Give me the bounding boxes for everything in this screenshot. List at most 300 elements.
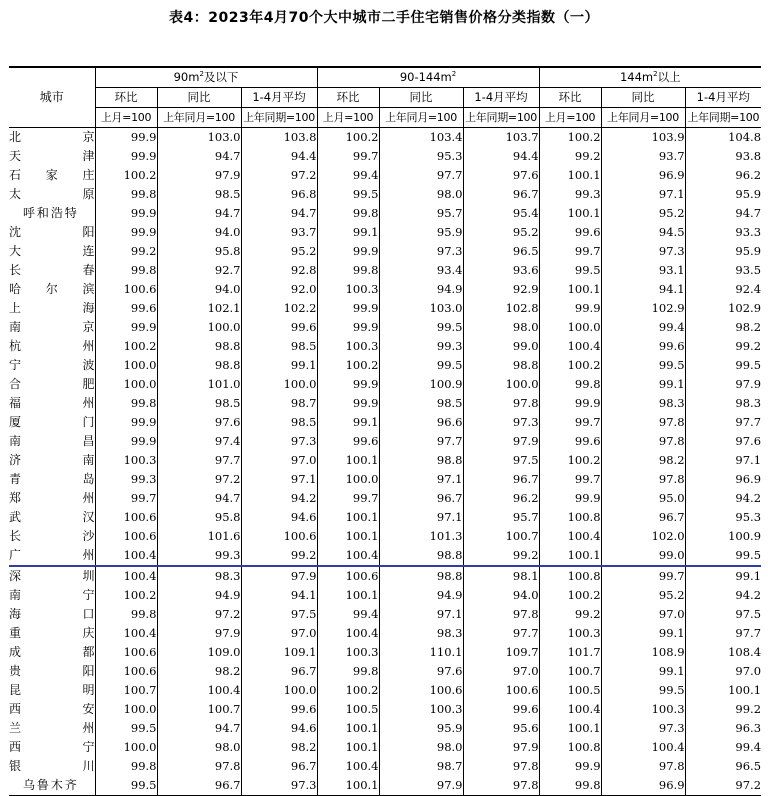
- index-value-small-yoy: 97.9: [157, 166, 241, 185]
- index-value-small-mom: 99.8: [95, 394, 157, 413]
- index-value-medium-mom: 99.7: [317, 489, 379, 508]
- index-value-medium-yoy: 98.8: [379, 566, 463, 586]
- index-value-large-yoy: 102.9: [601, 299, 685, 318]
- index-value-medium-yoy: 94.9: [379, 586, 463, 605]
- index-value-large-yoy: 108.9: [601, 643, 685, 662]
- group-header-medium: $90-144m^2$: [317, 67, 539, 88]
- index-value-large-mom: 99.2: [539, 147, 601, 166]
- index-value-medium-yoy: 93.4: [379, 261, 463, 280]
- index-value-small-avg: 97.2: [241, 166, 317, 185]
- index-value-small-yoy: 97.2: [157, 470, 241, 489]
- index-value-medium-avg: 97.9: [463, 432, 539, 451]
- table-row: [9, 586, 761, 605]
- index-value-small-mom: 99.2: [95, 242, 157, 261]
- index-value-large-mom: 100.2: [539, 451, 601, 470]
- city-name: 深圳: [9, 569, 95, 583]
- table-row: [9, 719, 761, 738]
- index-value-large-mom: 100.2: [539, 586, 601, 605]
- index-value-large-yoy: 99.4: [601, 318, 685, 337]
- index-value-large-mom: 99.8: [539, 375, 601, 394]
- index-value-medium-yoy: 95.7: [379, 204, 463, 223]
- city-name: 乌鲁木齐: [9, 776, 95, 796]
- metric-header-avg: 1-4月平均: [241, 88, 317, 108]
- index-value-small-mom: 100.6: [95, 643, 157, 662]
- index-value-medium-avg: 109.7: [463, 643, 539, 662]
- index-value-small-mom: 99.5: [95, 776, 157, 796]
- index-value-small-mom: 100.0: [95, 700, 157, 719]
- index-value-small-yoy: 94.7: [157, 719, 241, 738]
- index-value-medium-avg: 95.7: [463, 508, 539, 527]
- index-value-medium-yoy: 100.9: [379, 375, 463, 394]
- index-value-small-mom: 100.7: [95, 681, 157, 700]
- city-name: 南京: [9, 320, 95, 334]
- index-value-small-avg: 100.0: [241, 375, 317, 394]
- metric-header-yoy: 同比: [157, 88, 241, 108]
- index-value-large-yoy: 97.8: [601, 757, 685, 776]
- index-value-small-avg: 94.4: [241, 147, 317, 166]
- metric-header-yoy: 同比: [379, 88, 463, 108]
- index-value-small-mom: 99.9: [95, 318, 157, 337]
- city-name: 兰州: [9, 721, 95, 735]
- index-value-large-avg: 97.5: [685, 605, 761, 624]
- index-value-large-avg: 99.4: [685, 738, 761, 757]
- table-row: [9, 280, 761, 299]
- index-value-medium-avg: 100.7: [463, 527, 539, 546]
- index-value-large-mom: 100.8: [539, 508, 601, 527]
- index-value-large-mom: 101.7: [539, 643, 601, 662]
- index-value-medium-mom: 100.6: [317, 566, 379, 586]
- metric-header-mom: 环比: [539, 88, 601, 108]
- city-name: 广州: [9, 546, 95, 566]
- index-value-small-yoy: 98.3: [157, 566, 241, 586]
- index-value-medium-mom: 100.0: [317, 470, 379, 489]
- index-value-large-mom: 99.7: [539, 242, 601, 261]
- index-value-large-yoy: 102.0: [601, 527, 685, 546]
- index-value-large-mom: 100.1: [539, 719, 601, 738]
- index-value-small-yoy: 98.8: [157, 356, 241, 375]
- index-value-small-yoy: 103.0: [157, 128, 241, 148]
- index-value-small-mom: 99.9: [95, 432, 157, 451]
- index-value-small-mom: 100.3: [95, 451, 157, 470]
- base-header-same-period: 上年同期=100: [241, 108, 317, 128]
- index-value-large-mom: 100.1: [539, 166, 601, 185]
- index-value-large-avg: 94.2: [685, 489, 761, 508]
- index-value-large-mom: 100.1: [539, 204, 601, 223]
- index-value-medium-yoy: 103.0: [379, 299, 463, 318]
- table-row: [9, 242, 761, 261]
- table-row: [9, 681, 761, 700]
- index-value-medium-avg: 94.0: [463, 586, 539, 605]
- city-name: 昆明: [9, 683, 95, 697]
- base-header-same-month: 上年同月=100: [157, 108, 241, 128]
- table-row: [9, 375, 761, 394]
- index-value-medium-mom: 99.1: [317, 223, 379, 242]
- city-name: 杭州: [9, 339, 95, 353]
- index-value-small-yoy: 98.5: [157, 394, 241, 413]
- index-value-large-mom: 100.2: [539, 128, 601, 148]
- index-value-small-yoy: 96.7: [157, 776, 241, 796]
- index-value-medium-mom: 100.4: [317, 624, 379, 643]
- index-value-small-mom: 99.3: [95, 470, 157, 489]
- index-value-small-yoy: 101.6: [157, 527, 241, 546]
- table-row: [9, 318, 761, 337]
- index-value-large-mom: 100.4: [539, 527, 601, 546]
- index-value-small-mom: 100.4: [95, 624, 157, 643]
- index-value-large-mom: 99.9: [539, 394, 601, 413]
- index-value-large-avg: 92.4: [685, 280, 761, 299]
- index-value-small-avg: 102.2: [241, 299, 317, 318]
- index-value-small-yoy: 94.7: [157, 204, 241, 223]
- index-value-medium-avg: 100.0: [463, 375, 539, 394]
- index-value-large-avg: 96.3: [685, 719, 761, 738]
- header-row-groups: [9, 67, 761, 88]
- index-value-large-mom: 99.6: [539, 432, 601, 451]
- index-value-large-avg: 99.5: [685, 356, 761, 375]
- index-value-large-mom: 99.2: [539, 605, 601, 624]
- index-value-small-mom: 99.8: [95, 261, 157, 280]
- index-value-medium-mom: 100.1: [317, 776, 379, 796]
- index-value-large-avg: 93.3: [685, 223, 761, 242]
- index-value-large-yoy: 97.8: [601, 413, 685, 432]
- index-value-large-mom: 99.9: [539, 299, 601, 318]
- city-name: 呼和浩特: [23, 206, 77, 220]
- index-value-medium-avg: 96.5: [463, 242, 539, 261]
- index-value-large-avg: 97.0: [685, 662, 761, 681]
- index-value-small-yoy: 100.7: [157, 700, 241, 719]
- table-row: [9, 166, 761, 185]
- index-value-medium-avg: 97.9: [463, 738, 539, 757]
- city-name: 厦门: [9, 415, 95, 429]
- index-value-medium-avg: 99.2: [463, 546, 539, 566]
- index-value-medium-yoy: 98.8: [379, 546, 463, 566]
- index-value-small-yoy: 98.0: [157, 738, 241, 757]
- index-value-medium-avg: 97.8: [463, 394, 539, 413]
- base-header-same-period: 上年同期=100: [463, 108, 539, 128]
- city-name: 郑州: [9, 491, 95, 505]
- index-value-small-avg: 97.9: [241, 566, 317, 586]
- index-value-small-yoy: 95.8: [157, 242, 241, 261]
- index-value-small-mom: 100.4: [95, 566, 157, 586]
- index-value-small-yoy: 94.0: [157, 223, 241, 242]
- index-value-small-mom: 100.2: [95, 586, 157, 605]
- index-value-medium-avg: 96.2: [463, 489, 539, 508]
- table-row: [9, 527, 761, 546]
- city-name: 石家庄: [9, 168, 95, 182]
- header-row-bases: [9, 108, 761, 128]
- index-value-small-avg: 96.8: [241, 185, 317, 204]
- index-value-medium-yoy: 95.3: [379, 147, 463, 166]
- index-value-small-yoy: 94.9: [157, 586, 241, 605]
- index-value-medium-mom: 99.9: [317, 375, 379, 394]
- index-value-small-avg: 94.1: [241, 586, 317, 605]
- index-value-small-avg: 98.5: [241, 337, 317, 356]
- index-value-large-avg: 104.8: [685, 128, 761, 148]
- index-value-large-mom: 99.8: [539, 776, 601, 796]
- index-value-small-mom: 100.0: [95, 375, 157, 394]
- index-value-large-yoy: 98.2: [601, 451, 685, 470]
- index-value-medium-avg: 98.1: [463, 566, 539, 586]
- index-value-small-yoy: 101.0: [157, 375, 241, 394]
- index-value-small-avg: 95.2: [241, 242, 317, 261]
- base-header-same-month: 上年同月=100: [379, 108, 463, 128]
- city-name: 上海: [9, 301, 95, 315]
- index-value-large-yoy: 98.3: [601, 394, 685, 413]
- index-value-large-yoy: 99.1: [601, 624, 685, 643]
- index-value-small-avg: 100.0: [241, 681, 317, 700]
- index-value-large-mom: 100.4: [539, 700, 601, 719]
- city-name: 沈阳: [9, 225, 95, 239]
- index-value-medium-mom: 100.2: [317, 128, 379, 148]
- index-value-small-avg: 99.6: [241, 700, 317, 719]
- index-value-large-yoy: 96.9: [601, 776, 685, 796]
- city-name: 长春: [9, 263, 95, 277]
- index-value-large-avg: 97.6: [685, 432, 761, 451]
- table-row: [9, 662, 761, 681]
- index-value-medium-avg: 96.7: [463, 470, 539, 489]
- index-value-medium-yoy: 98.7: [379, 757, 463, 776]
- index-value-large-yoy: 95.2: [601, 586, 685, 605]
- base-header-same-period: 上年同期=100: [685, 108, 761, 128]
- city-column-header: 城市: [9, 67, 95, 128]
- index-value-small-mom: 100.2: [95, 166, 157, 185]
- index-value-medium-avg: 95.2: [463, 223, 539, 242]
- index-value-large-avg: 99.2: [685, 700, 761, 719]
- index-value-small-yoy: 100.4: [157, 681, 241, 700]
- index-value-small-avg: 94.6: [241, 508, 317, 527]
- index-value-large-yoy: 96.9: [601, 166, 685, 185]
- index-value-large-mom: 100.1: [539, 280, 601, 299]
- index-value-small-yoy: 98.5: [157, 185, 241, 204]
- index-value-medium-yoy: 95.9: [379, 719, 463, 738]
- index-value-medium-yoy: 101.3: [379, 527, 463, 546]
- index-value-small-mom: 100.0: [95, 356, 157, 375]
- table-row: [9, 757, 761, 776]
- index-value-small-yoy: 94.0: [157, 280, 241, 299]
- index-value-large-yoy: 93.1: [601, 261, 685, 280]
- index-value-small-avg: 100.6: [241, 527, 317, 546]
- index-value-small-avg: 94.2: [241, 489, 317, 508]
- index-value-small-avg: 99.1: [241, 356, 317, 375]
- index-value-medium-yoy: 99.5: [379, 318, 463, 337]
- table-row: [9, 489, 761, 508]
- city-name: 宁波: [9, 358, 95, 372]
- index-value-small-avg: 98.7: [241, 394, 317, 413]
- index-value-large-mom: 99.7: [539, 470, 601, 489]
- index-value-medium-yoy: 100.3: [379, 700, 463, 719]
- table-row: [9, 299, 761, 318]
- index-value-large-avg: 98.3: [685, 394, 761, 413]
- index-value-small-yoy: 97.9: [157, 624, 241, 643]
- index-value-large-mom: 100.1: [539, 546, 601, 566]
- index-value-small-avg: 109.1: [241, 643, 317, 662]
- index-value-small-mom: 99.9: [95, 204, 157, 223]
- index-value-medium-mom: 99.4: [317, 166, 379, 185]
- index-value-large-avg: 95.9: [685, 185, 761, 204]
- index-value-medium-avg: 97.3: [463, 413, 539, 432]
- index-value-small-mom: 99.5: [95, 719, 157, 738]
- index-value-medium-mom: 100.1: [317, 451, 379, 470]
- table-row: [9, 738, 761, 757]
- index-value-small-avg: 98.5: [241, 413, 317, 432]
- index-value-small-yoy: 94.7: [157, 489, 241, 508]
- index-value-medium-avg: 95.4: [463, 204, 539, 223]
- index-value-medium-mom: 99.1: [317, 413, 379, 432]
- table-row: [9, 413, 761, 432]
- index-value-large-avg: 96.5: [685, 757, 761, 776]
- index-value-large-yoy: 97.0: [601, 605, 685, 624]
- index-value-large-yoy: 99.1: [601, 375, 685, 394]
- index-value-large-yoy: 97.8: [601, 470, 685, 489]
- city-name: 银川: [9, 759, 95, 773]
- index-value-small-avg: 92.0: [241, 280, 317, 299]
- index-value-large-avg: 97.1: [685, 451, 761, 470]
- index-value-medium-mom: 100.3: [317, 337, 379, 356]
- city-name: 南宁: [9, 588, 95, 602]
- index-value-medium-mom: 99.4: [317, 605, 379, 624]
- index-value-medium-yoy: 99.3: [379, 337, 463, 356]
- index-value-small-yoy: 97.8: [157, 757, 241, 776]
- index-value-large-avg: 108.4: [685, 643, 761, 662]
- index-value-medium-avg: 97.7: [463, 624, 539, 643]
- index-value-medium-mom: 99.9: [317, 318, 379, 337]
- index-value-small-mom: 99.9: [95, 128, 157, 148]
- index-value-large-avg: 93.5: [685, 261, 761, 280]
- index-value-medium-yoy: 97.7: [379, 432, 463, 451]
- index-value-large-yoy: 99.0: [601, 546, 685, 566]
- city-name: 西宁: [9, 740, 95, 754]
- city-name: 南昌: [9, 434, 95, 448]
- index-value-large-mom: 100.7: [539, 662, 601, 681]
- index-value-medium-avg: 97.8: [463, 757, 539, 776]
- index-value-small-yoy: 97.7: [157, 451, 241, 470]
- index-value-small-yoy: 94.7: [157, 147, 241, 166]
- index-value-large-mom: 100.2: [539, 356, 601, 375]
- index-value-small-mom: 100.6: [95, 280, 157, 299]
- table-row: [9, 204, 761, 223]
- index-value-small-yoy: 100.0: [157, 318, 241, 337]
- index-value-small-mom: 100.2: [95, 337, 157, 356]
- index-value-medium-mom: 100.2: [317, 681, 379, 700]
- index-value-large-mom: 99.3: [539, 185, 601, 204]
- index-value-medium-mom: 100.1: [317, 586, 379, 605]
- city-name: 重庆: [9, 626, 95, 640]
- index-value-medium-yoy: 96.7: [379, 489, 463, 508]
- index-value-medium-mom: 100.4: [317, 757, 379, 776]
- index-value-medium-mom: 99.8: [317, 204, 379, 223]
- index-value-medium-yoy: 95.9: [379, 223, 463, 242]
- index-value-medium-avg: 93.6: [463, 261, 539, 280]
- index-value-medium-mom: 100.3: [317, 280, 379, 299]
- city-name: 海口: [9, 607, 95, 621]
- index-value-medium-yoy: 97.7: [379, 166, 463, 185]
- base-header-prev-month: 上月=100: [317, 108, 379, 128]
- index-value-medium-avg: 99.0: [463, 337, 539, 356]
- table-row: [9, 337, 761, 356]
- index-value-medium-avg: 92.9: [463, 280, 539, 299]
- index-value-medium-mom: 100.5: [317, 700, 379, 719]
- index-value-large-avg: 97.2: [685, 776, 761, 796]
- index-value-small-yoy: 98.8: [157, 337, 241, 356]
- table-row: [9, 508, 761, 527]
- metric-header-mom: 环比: [95, 88, 157, 108]
- index-value-medium-yoy: 97.1: [379, 605, 463, 624]
- index-value-large-mom: 99.9: [539, 489, 601, 508]
- table-row: [9, 261, 761, 280]
- index-value-medium-avg: 98.8: [463, 356, 539, 375]
- index-value-large-yoy: 96.7: [601, 508, 685, 527]
- index-value-small-mom: 100.6: [95, 508, 157, 527]
- index-value-medium-avg: 97.5: [463, 451, 539, 470]
- table-row: [9, 566, 761, 586]
- index-value-small-yoy: 98.2: [157, 662, 241, 681]
- index-value-medium-yoy: 99.5: [379, 356, 463, 375]
- index-value-large-yoy: 99.5: [601, 356, 685, 375]
- index-value-medium-mom: 100.3: [317, 643, 379, 662]
- index-value-large-avg: 96.9: [685, 470, 761, 489]
- index-value-small-yoy: 97.6: [157, 413, 241, 432]
- index-value-large-avg: 97.9: [685, 375, 761, 394]
- index-value-small-yoy: 95.8: [157, 508, 241, 527]
- index-value-small-mom: 99.9: [95, 413, 157, 432]
- index-value-large-mom: 99.6: [539, 223, 601, 242]
- index-value-small-avg: 97.0: [241, 624, 317, 643]
- index-value-medium-mom: 99.8: [317, 662, 379, 681]
- index-value-large-yoy: 99.5: [601, 681, 685, 700]
- index-value-small-avg: 98.2: [241, 738, 317, 757]
- index-value-small-mom: 100.4: [95, 546, 157, 566]
- table-row: [9, 394, 761, 413]
- index-value-medium-mom: 100.1: [317, 738, 379, 757]
- base-header-same-month: 上年同月=100: [601, 108, 685, 128]
- index-value-large-yoy: 97.3: [601, 242, 685, 261]
- index-value-medium-mom: 99.8: [317, 261, 379, 280]
- index-value-small-avg: 97.1: [241, 470, 317, 489]
- index-value-small-avg: 96.7: [241, 757, 317, 776]
- index-value-large-avg: 99.2: [685, 337, 761, 356]
- index-value-small-mom: 99.6: [95, 299, 157, 318]
- metric-header-yoy: 同比: [601, 88, 685, 108]
- metric-header-avg: 1-4月平均: [463, 88, 539, 108]
- index-value-large-mom: 100.3: [539, 624, 601, 643]
- index-value-large-mom: 100.0: [539, 318, 601, 337]
- table-row: [9, 605, 761, 624]
- table-row: [9, 185, 761, 204]
- index-value-large-yoy: 97.8: [601, 432, 685, 451]
- index-value-large-avg: 94.7: [685, 204, 761, 223]
- index-value-large-yoy: 95.0: [601, 489, 685, 508]
- index-value-medium-avg: 98.0: [463, 318, 539, 337]
- index-value-medium-mom: 99.7: [317, 147, 379, 166]
- index-value-medium-avg: 97.0: [463, 662, 539, 681]
- index-value-large-mom: 100.8: [539, 566, 601, 586]
- city-name: 天津: [9, 149, 95, 163]
- index-value-small-mom: 99.8: [95, 605, 157, 624]
- index-value-medium-yoy: 96.6: [379, 413, 463, 432]
- index-value-small-yoy: 102.1: [157, 299, 241, 318]
- index-value-medium-yoy: 94.9: [379, 280, 463, 299]
- index-value-medium-avg: 99.6: [463, 700, 539, 719]
- index-value-large-mom: 99.9: [539, 757, 601, 776]
- table-row: [9, 147, 761, 166]
- table-row: [9, 700, 761, 719]
- index-value-medium-mom: 100.2: [317, 356, 379, 375]
- index-value-medium-avg: 96.7: [463, 185, 539, 204]
- index-value-medium-avg: 97.8: [463, 776, 539, 796]
- index-value-large-yoy: 97.1: [601, 185, 685, 204]
- index-value-small-yoy: 109.0: [157, 643, 241, 662]
- table-row: [9, 643, 761, 662]
- index-value-medium-mom: 99.9: [317, 394, 379, 413]
